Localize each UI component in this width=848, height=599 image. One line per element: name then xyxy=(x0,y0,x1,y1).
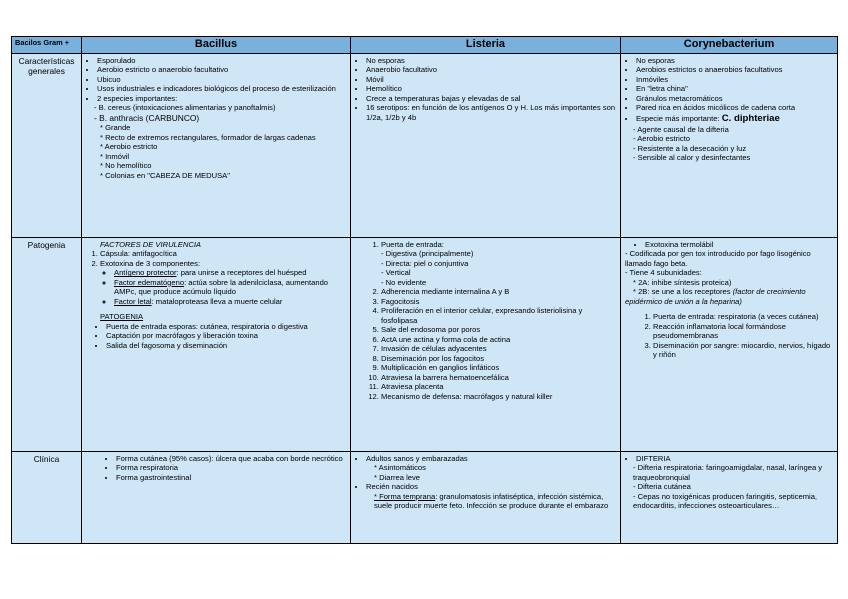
edematogeno-text: : actúa sobre la adenilciclasa, aumentando AMPc, que produce acúmulo líquido xyxy=(114,277,329,297)
list-item: • No esporas xyxy=(636,56,833,65)
recien-label: Recién nacidos xyxy=(366,482,418,492)
list-item: • Gránulos metacromáticos xyxy=(636,94,833,103)
list-item: • Ubicuo xyxy=(97,75,346,84)
row-patogenia xyxy=(12,237,838,451)
list-item: • Aerobios estrictos o anaerobios facultativos xyxy=(636,65,833,74)
list-item: • 16 serotipos: en función de los antígenos O y H. Los más importantes son 1/2a, 1/2b y 4b xyxy=(366,103,616,122)
anthracis-item: * Inmóvil xyxy=(100,151,130,161)
anthracis-item: * Aerobio estricto xyxy=(100,142,158,152)
list-item: • Móvil xyxy=(366,75,616,84)
coryne-pat-line: * 2A: inhibe síntesis proteica) xyxy=(633,277,732,287)
coryne-pat-line: - Tiene 4 subunidades: xyxy=(625,268,702,278)
list-item: 12. Mecanismo de defensa: macrófagos y natural killer xyxy=(381,392,616,401)
list-item: • Captación por macrófagos y liberación toxina xyxy=(106,331,346,340)
exotoxina-list xyxy=(100,268,346,306)
patogenia-heading: PATOGENIA xyxy=(100,312,144,322)
list-item: • Usos industriales e indicadores biológicos del proceso de esterilización xyxy=(97,84,346,93)
coryne-patogenia-cell xyxy=(621,237,838,451)
especie-sub: - Resistente a la desecación y luz xyxy=(633,143,747,153)
anthracis-item: * No hemolítico xyxy=(100,161,152,171)
list-item: 2. Adherencia mediante internalina A y B xyxy=(381,287,616,296)
difteria-sub: - Difteria cutánea xyxy=(633,482,691,492)
header-bacillus: Bacillus xyxy=(82,37,351,54)
list-item: 4. Proliferación en el interior celular, expresando listeriolisina y fosfolipasa xyxy=(381,306,616,325)
list-item: 11. Atraviesa placenta xyxy=(381,382,616,391)
entrada-sub: - No evidente xyxy=(381,277,427,287)
anthracis-item: * Grande xyxy=(100,123,131,133)
especie-sub: - Sensible al calor y desinfectantes xyxy=(633,153,751,163)
list-item: • 2 especies importantes: xyxy=(97,94,346,103)
row-label-generales: Características generales xyxy=(12,53,82,237)
bacillus-generales-cell xyxy=(82,53,351,237)
list-item: • Forma respiratoria xyxy=(116,463,346,472)
difteria-sub: - Difteria respiratoria: faringoamigdalar, nasal, laríngea y traqueobronquial xyxy=(633,463,823,482)
bacillus-anthracis: - B. anthracis (CARBUNCO) xyxy=(94,112,200,123)
row-caracteristicas xyxy=(12,53,838,237)
gram-positive-bacilli-table xyxy=(11,36,838,544)
list-item: • Salida del fagosoma y diseminación xyxy=(106,341,346,350)
list-item: 8. Diseminación por los fagocitos xyxy=(381,354,616,363)
row-label-patogenia: Patogenia xyxy=(12,237,82,451)
row-clinica xyxy=(12,451,838,543)
list-item: 1. Cápsula: antifagocítica xyxy=(100,249,346,258)
coryne-pat-line: - Codificada por gen tox introducido por fago lisogénico llamado fago beta. xyxy=(625,249,811,268)
listeria-patogenia-cell xyxy=(351,237,621,451)
list-item: 2. Reacción inflamatoria local formándose pseudomembranas xyxy=(653,322,833,341)
anthracis-item: * Colonias en "CABEZA DE MEDUSA" xyxy=(100,170,230,180)
list-item xyxy=(100,259,346,306)
especie-label: Especie más importante: xyxy=(636,113,720,123)
list-item: • No esporas xyxy=(366,56,616,65)
coryne-patogenia-list xyxy=(625,312,833,359)
list-item: • Exotoxina termolábil xyxy=(645,240,833,249)
header-listeria: Listeria xyxy=(351,37,621,54)
especie-sub: - Aerobio estricto xyxy=(633,134,690,144)
list-item: 3. Fagocitosis xyxy=(381,297,616,306)
entrada-sub: - Directa: piel o conjuntiva xyxy=(381,258,469,268)
forma-temprana-text: : granulomatosis infatiséptica, infección sistémica, suele producir muerte feto. Infección se produce durante el embarazo xyxy=(374,491,609,511)
bacillus-patogenia-cell xyxy=(82,237,351,451)
coryne-clinica-list xyxy=(625,454,833,463)
list-item: • Forma gastrointestinal xyxy=(116,473,346,482)
listeria-generales-cell xyxy=(351,53,621,237)
list-item: • Puerta de entrada esporas: cutánea, respiratoria o digestiva xyxy=(106,322,346,331)
list-item xyxy=(381,240,616,287)
list-item xyxy=(114,278,346,297)
listeria-clinica-list xyxy=(355,454,616,511)
coryne-generales-cell xyxy=(621,53,838,237)
especie-sub: - Agente causal de la difteria xyxy=(633,124,729,134)
list-item: • Crece a temperaturas bajas y elevadas de sal xyxy=(366,94,616,103)
forma-temprana-label: * Forma temprana xyxy=(374,491,436,501)
list-item: 5. Sale del endosoma por poros xyxy=(381,325,616,334)
list-item: • Anaerobio facultativo xyxy=(366,65,616,74)
patogenia-list xyxy=(86,322,346,350)
list-item: 3. Diseminación por sangre: miocardio, nervios, hígado y riñón xyxy=(653,341,833,360)
letal-text: : mataloproteasa lleva a muerte celular xyxy=(151,296,283,306)
listeria-clinica-cell xyxy=(351,451,621,543)
forma-temprana xyxy=(366,492,616,511)
header-bacilos-gram: Bacilos Gram + xyxy=(12,37,82,54)
entrada-label: Puerta de entrada: xyxy=(381,239,444,249)
asintomaticos: * Asintomáticos xyxy=(374,463,426,473)
especie-name: C. diphteriae xyxy=(721,112,780,124)
entrada-sub: - Digestiva (principalmente) xyxy=(381,249,474,259)
list-item: 1. Puerta de entrada: respiratoria (a veces cutánea) xyxy=(653,312,833,321)
entrada-sub: - Vertical xyxy=(381,268,411,278)
coryne-clinica-cell xyxy=(621,451,838,543)
subunit-b-text: * 2B: se une a los receptores xyxy=(633,287,733,297)
antigeno-text: : para unirse a receptores del huésped xyxy=(176,268,307,278)
adultos-label: Adultos sanos y embarazadas xyxy=(366,453,468,463)
anthracis-item: * Recto de extremos rectangulares, formador de largas cadenas xyxy=(100,132,316,142)
bacillus-generales-list xyxy=(86,56,346,103)
list-item: • Pared rica en ácidos micólicos de cadena corta xyxy=(636,103,833,112)
list-item: 9. Multiplicación en ganglios linfáticos xyxy=(381,363,616,372)
bacillus-clinica-list xyxy=(86,454,346,482)
list-item: • Forma cutánea (95% casos): úlcera que acaba con borde necrótico xyxy=(116,454,346,463)
listeria-generales-list xyxy=(355,56,616,122)
exotoxina-list xyxy=(625,240,833,249)
list-item: • Inmóviles xyxy=(636,75,833,84)
list-item: • DIFTERIA xyxy=(636,454,833,463)
difteria-sub: - Cepas no toxigénicas producen faringitis, septicemia, endocarditis, infecciones osteoarticulares… xyxy=(633,491,818,511)
letal-label: Factor letal xyxy=(114,296,152,306)
antigeno-label: Antígeno protector xyxy=(114,268,177,278)
list-item xyxy=(114,268,346,277)
row-label-clinica: Clínica xyxy=(12,451,82,543)
bacillus-cereus: - B. cereus (intoxicaciones alimentarias y panoftalmis) xyxy=(94,103,276,113)
coryne-pat-line-b xyxy=(625,287,833,306)
list-item xyxy=(366,454,616,482)
bacillus-clinica-cell xyxy=(82,451,351,543)
list-item xyxy=(114,297,346,306)
subunit-b-italic: (factor de crecimiento epidérmico de unión a la heparina) xyxy=(625,287,806,306)
exotoxina-label: Exotoxina de 3 componentes: xyxy=(100,258,201,268)
coryne-generales-list xyxy=(625,56,833,125)
edematogeno-label: Factor edematógeno xyxy=(114,277,185,287)
factores-list xyxy=(86,249,346,306)
list-item: • Aerobio estricto o anaerobio facultativo xyxy=(97,65,346,74)
list-item: 10. Atraviesa la barrera hematoencefálica xyxy=(381,373,616,382)
list-item: • Hemolítico xyxy=(366,84,616,93)
header-corynebacterium: Corynebacterium xyxy=(621,37,838,54)
diarrea-leve: * Diarrea leve xyxy=(374,472,421,482)
list-item: • En "letra china" xyxy=(636,84,833,93)
list-item: 7. Invasión de células adyacentes xyxy=(381,344,616,353)
list-item xyxy=(366,482,616,510)
factores-heading: FACTORES DE VIRULENCIA xyxy=(100,239,201,249)
listeria-patogenia-list xyxy=(355,240,616,401)
list-item: • Esporulado xyxy=(97,56,346,65)
list-item: 6. ActA une actina y forma cola de actina xyxy=(381,335,616,344)
list-item xyxy=(636,113,833,125)
header-row xyxy=(12,37,838,54)
